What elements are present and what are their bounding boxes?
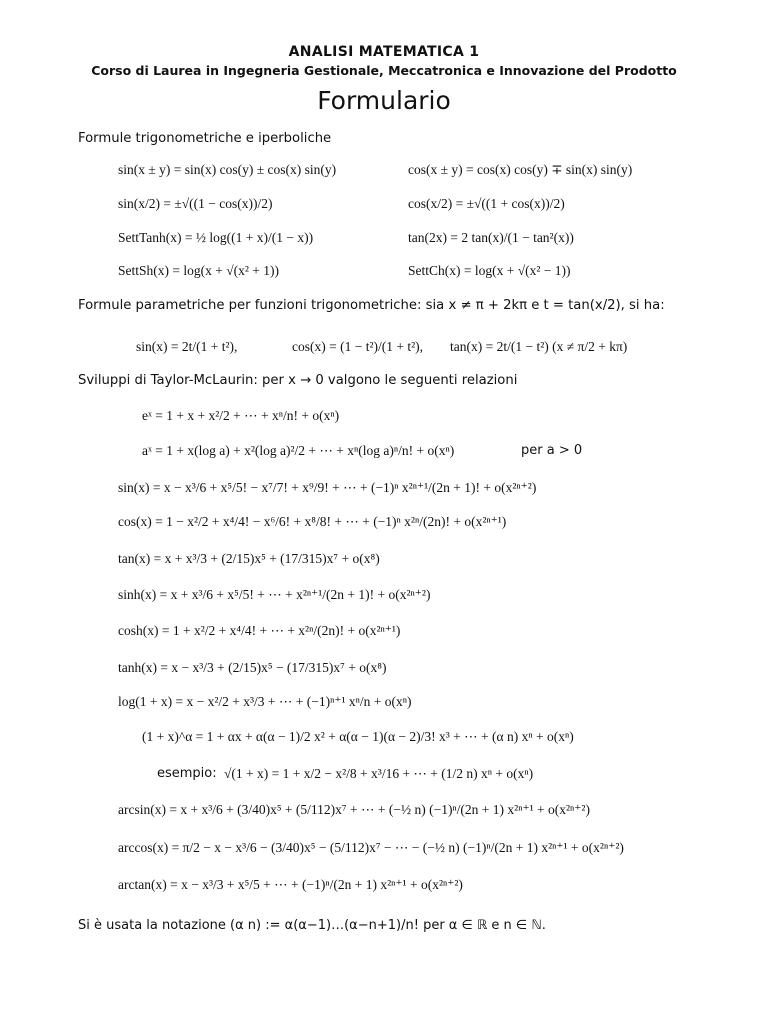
taylor-arcsin: arcsin(x) = x + x³/6 + (3/40)x⁵ + (5/112)x⁷ + ⋯ + (−½ n) (−1)ⁿ/(2n + 1) x²ⁿ⁺¹ + o(x²ⁿ⁺²) [118,802,590,817]
notation-note: Si è usata la notazione (α n) := α(α−1)…(α−n+1)/n! per α ∈ ℝ e n ∈ ℕ. [78,918,546,933]
taylor-sqrt-example: √(1 + x) = 1 + x/2 − x²/8 + x³/16 + ⋯ + (1/2 n) xⁿ + o(xⁿ) [224,766,534,781]
taylor-log1p: log(1 + x) = x − x²/2 + x³/3 + ⋯ + (−1)ⁿ⁺¹ xⁿ/n + o(xⁿ) [118,694,412,709]
formula-param-sin: sin(x) = 2t/(1 + t²), [136,339,238,354]
formula-sin-half: sin(x/2) = ±√((1 − cos(x))/2) [118,196,273,211]
taylor-ax: aˣ = 1 + x(log a) + x²(log a)²/2 + ⋯ + xⁿ(log a)ⁿ/n! + o(xⁿ) [142,443,455,458]
section-heading-taylor: Sviluppi di Taylor-McLaurin: per x → 0 valgono le seguenti relazioni [78,373,518,388]
taylor-ax-condition: per a > 0 [521,443,583,458]
formula-sin-sum: sin(x ± y) = sin(x) cos(y) ± cos(x) sin(y) [118,162,337,177]
section-heading-trig: Formule trigonometriche e iperboliche [78,131,332,146]
formula-cos-half: cos(x/2) = ±√((1 + cos(x))/2) [408,196,565,211]
taylor-cosh: cosh(x) = 1 + x²/2 + x⁴/4! + ⋯ + x²ⁿ/(2n)! + o(x²ⁿ⁺¹) [118,623,401,638]
degree-subtitle: Corso di Laurea in Ingegneria Gestionale, Meccatronica e Innovazione del Prodotto [91,63,677,78]
formula-tan-double: tan(2x) = 2 tan(x)/(1 − tan²(x)) [408,230,574,245]
taylor-arctan: arctan(x) = x − x³/3 + x⁵/5 + ⋯ + (−1)ⁿ/(2n + 1) x²ⁿ⁺¹ + o(x²ⁿ⁺²) [118,877,463,892]
taylor-example-label: esempio: [157,766,217,781]
taylor-tanh: tanh(x) = x − x³/3 + (2/15)x⁵ − (17/315)x⁷ + o(x⁸) [118,660,387,675]
course-title: ANALISI MATEMATICA 1 [288,44,480,60]
taylor-binomial: (1 + x)^α = 1 + αx + α(α − 1)/2 x² + α(α − 1)(α − 2)/3! x³ + ⋯ + (α n) xⁿ + o(xⁿ) [142,729,574,744]
formula-cos-sum: cos(x ± y) = cos(x) cos(y) ∓ sin(x) sin(y) [408,162,633,177]
formula-setttanh: SettTanh(x) = ½ log((1 + x)/(1 − x)) [118,230,314,245]
formula-param-tan: tan(x) = 2t/(1 − t²) (x ≠ π/2 + kπ) [450,339,628,354]
formula-settch: SettCh(x) = log(x + √(x² − 1)) [408,263,571,278]
taylor-cos: cos(x) = 1 − x²/2 + x⁴/4! − x⁶/6! + x⁸/8! + ⋯ + (−1)ⁿ x²ⁿ/(2n)! + o(x²ⁿ⁺¹) [118,514,507,529]
taylor-tan: tan(x) = x + x³/3 + (2/15)x⁵ + (17/315)x⁷ + o(x⁸) [118,551,380,566]
taylor-exp: eˣ = 1 + x + x²/2 + ⋯ + xⁿ/n! + o(xⁿ) [142,408,340,423]
taylor-sin: sin(x) = x − x³/6 + x⁵/5! − x⁷/7! + x⁹/9! + ⋯ + (−1)ⁿ x²ⁿ⁺¹/(2n + 1)! + o(x²ⁿ⁺²) [118,480,537,495]
formula-settsh: SettSh(x) = log(x + √(x² + 1)) [118,263,280,278]
section-heading-param: Formule parametriche per funzioni trigonometriche: sia x ≠ π + 2kπ e t = tan(x/2), si ha: [78,298,665,313]
formula-param-cos: cos(x) = (1 − t²)/(1 + t²), [292,339,424,354]
page-title: Formulario [317,86,451,115]
taylor-sinh: sinh(x) = x + x³/6 + x⁵/5! + ⋯ + x²ⁿ⁺¹/(2n + 1)! + o(x²ⁿ⁺²) [118,587,431,602]
taylor-arccos: arccos(x) = π/2 − x − x³/6 − (3/40)x⁵ − (5/112)x⁷ − ⋯ − (−½ n) (−1)ⁿ/(2n + 1) x²ⁿ⁺¹ + o(x²ⁿ⁺²) [118,840,624,855]
